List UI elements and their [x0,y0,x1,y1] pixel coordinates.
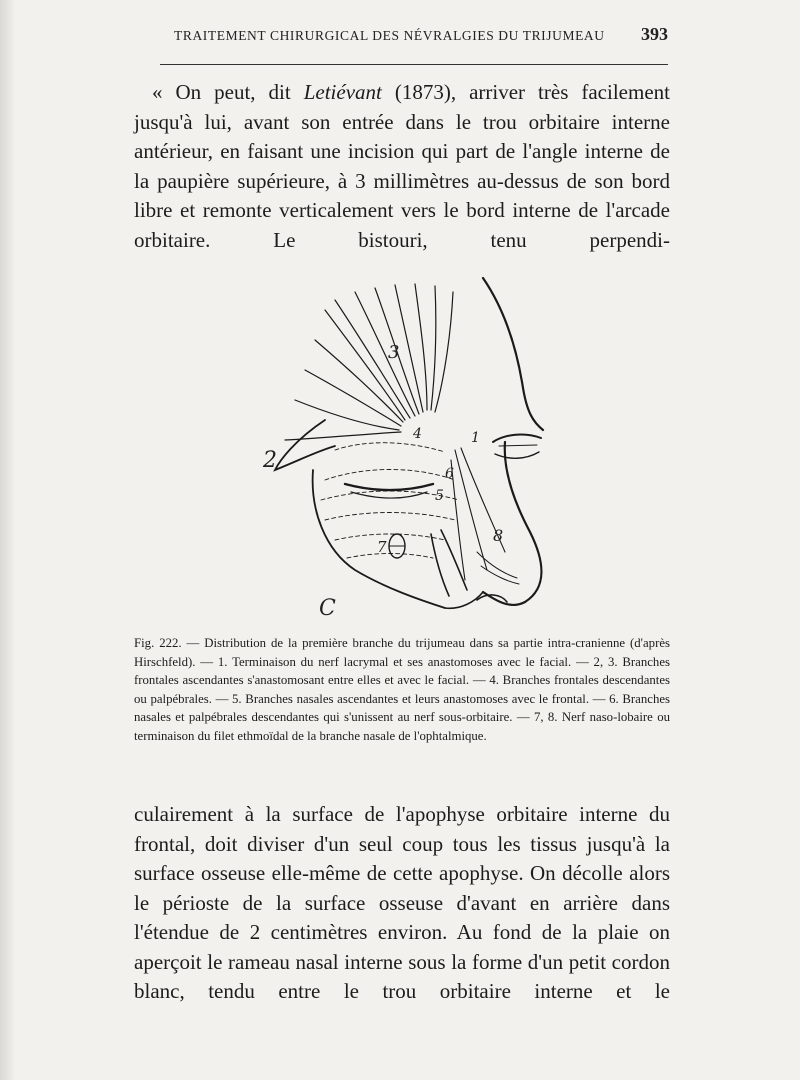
author-name: Letiévant [303,80,382,104]
running-title: TRAITEMENT CHIRURGICAL DES NÉVRALGIES DU TRIJUMEAU [174,28,605,43]
figure-label-3: 3 [388,342,400,363]
anatomical-figure [255,270,555,630]
page-number: 393 [641,24,668,44]
figure-label-4: 4 [413,426,422,442]
page-gutter-shadow [0,0,14,1080]
body-paragraph-top [134,78,670,255]
figure-label-8: 8 [493,526,504,545]
header-rule [160,64,668,65]
text-after-author: (1873), arriver très facilement jusqu'à lui, avant son entrée dans le trou orbitaire interne antérieur, en faisant une incision qui part de l'angle interne de la paupière supérieure, à 3 millimètres au-dessus de son bord libre et remonte verticalement vers le bord interne de l'arcade orbitaire. Le bistouri, tenu perpendi- [134,80,670,252]
figure-label-6: 6 [445,466,454,482]
figure-label-1: 1 [471,430,480,446]
text-before-author: « On peut, dit [152,80,304,104]
face-nerve-illustration [255,270,555,630]
figure-label-2: 2 [263,448,277,473]
figure-label-7: 7 [377,538,387,556]
figure-label-5: 5 [435,488,444,504]
figure-caption: Fig. 222. — Distribution de la première branche du trijumeau dans sa partie intra-cranienne (d'après Hirschfeld). — 1. Terminaison du nerf lacrymal et ses anastomoses avec le facial. — 2, 3. Branches frontales ascendantes s'anastomosant entre elles et avec le facial. — 4. Branches frontales descendantes ou palpébrales. — 5. Branches nasales ascendantes et leurs anastomoses avec le frontal. — 6. Branches nasales et palpébrales descendantes qui s'unissent au nerf sous-orbitaire. — 7, 8. Nerf naso-lobaire ou terminaison du filet ethmoïdal de la branche nasale de l'ophtalmique. [134,636,670,743]
figure-label-c: C [319,596,336,621]
body-paragraph-bottom: culairement à la surface de l'apophyse orbitaire interne du frontal, doit diviser d'un seul coup tous les tissus jusqu'à la surface osseuse elle-même de cette apophyse. On décolle alors le périoste de la surface osseuse d'avant en arrière dans l'étendue de 2 centimètres environ. Au fond de la plaie on aperçoit le rameau nasal interne sous la forme d'un petit cordon blanc, tendu entre le trou orbitaire interne et le [134,802,670,1003]
